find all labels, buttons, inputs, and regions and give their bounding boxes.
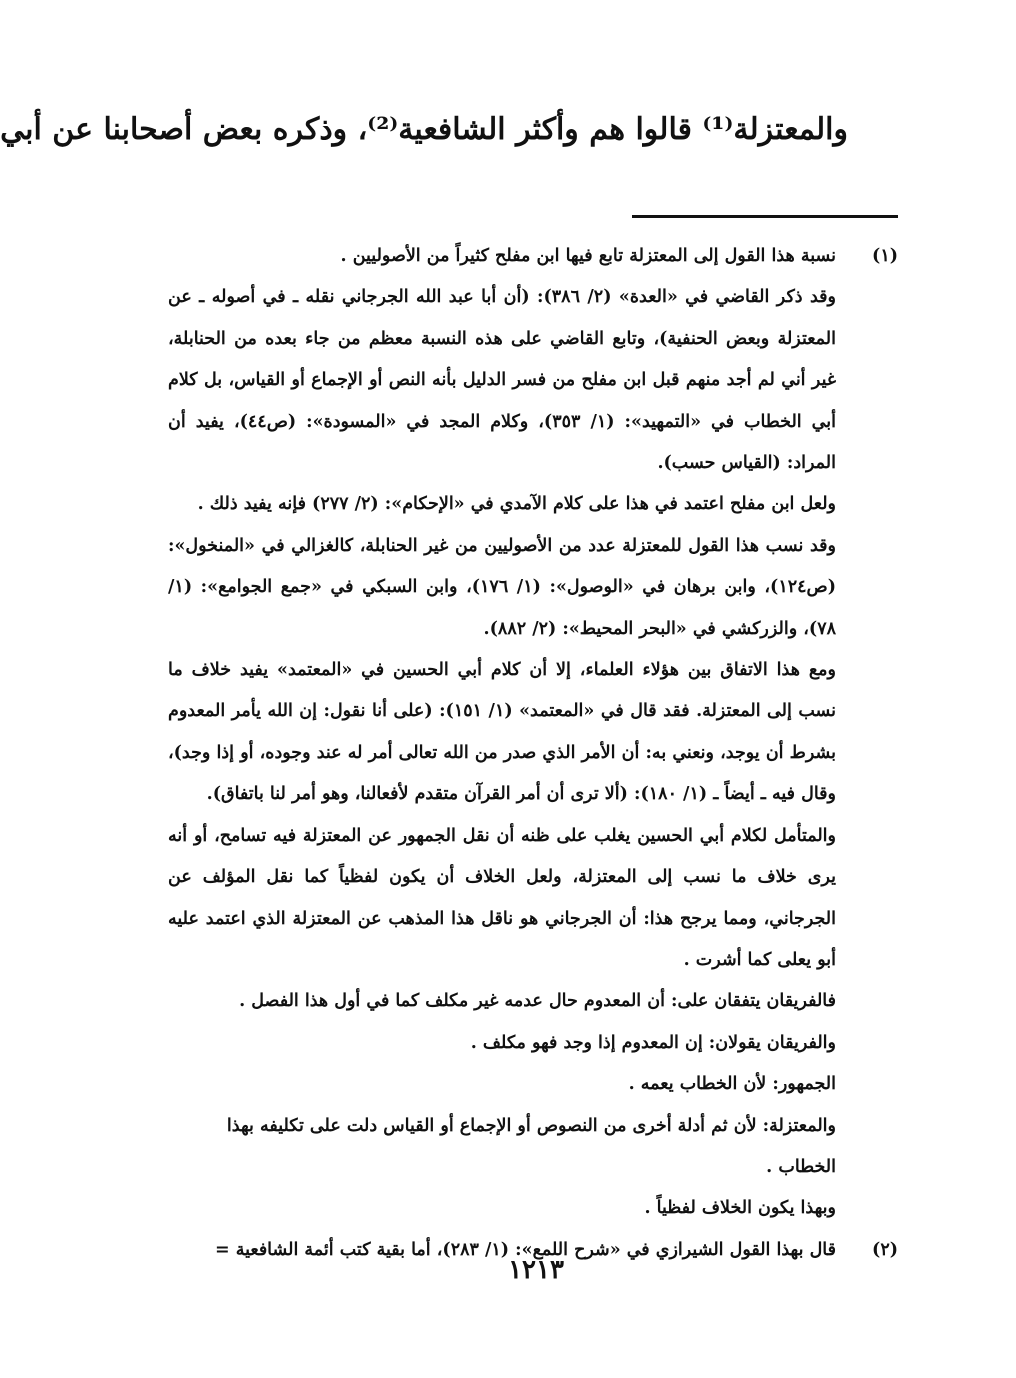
footnote-1-paragraph: والمتأمل لكلام أبي الحسين يغلب على ظنه أن نقل الجمهور عن المعتزلة فيه تسامح، أو أنه يرى خلاف ما نسب إلى المعتزلة، ولعل الخلاف أن يكون لفظياً كما نقل المؤلف عن الجرجاني، ومما يرجح هذا: أن الجرجاني هو ناقل هذا المذهب عن المعتزلة الذي اعتمد عليه أبو يعلى كما أشرت . bbox=[168, 825, 836, 970]
footnote-1-paragraph: فالفريقان يتفقان على: أن المعدوم حال عدمه غير مكلف كما في أول هذا الفصل . bbox=[239, 991, 836, 1012]
footnote-1-body bbox=[168, 236, 836, 1230]
footnote-1-paragraph: ولعل ابن مفلح اعتمد في هذا على كلام الآمدي في «الإحكام»: (٢/ ٢٧٧) فإنه يفيد ذلك . bbox=[197, 494, 836, 515]
footnote-1-number: (١) bbox=[872, 246, 898, 266]
footnote-1-paragraph: وقد ذكر القاضي في «العدة» (٢/ ٣٨٦): (أن أبا عبد الله الجرجاني نقله ـ في أصوله ـ عن المعتزلة وبعض الحنفية)، وتابع القاضي على هذه النسبة معظم من جاء بعده من الحنابلة، غير أني لم أجد منهم قبل ابن مفلح من فسر الدليل بأنه النص أو الإجماع أو القياس، بل كلام أبي الخطاب في «التمهيد»: (١/ ٣٥٣)، وكلام المجد في «المسودة»: (ص٤٤)، يفيد أن المراد: (القياس حسب). bbox=[168, 287, 836, 474]
footnote-2-paragraph: قال بهذا القول الشيرازي في «شرح اللمع»: (١/ ٢٨٣)، أما بقية كتب أئمة الشافعية = bbox=[214, 1239, 836, 1260]
footnote-2-number: (٢) bbox=[872, 1239, 898, 1260]
footnotes-block bbox=[168, 236, 898, 1271]
footnote-1-paragraph: والمعتزلة: لأن ثم أدلة أخرى من النصوص أو الإجماع أو القياس دلت على تكليفه بهذا الخطاب . bbox=[226, 1115, 836, 1177]
main-text-line: والمعتزلة⁽¹⁾ قالوا هم وأكثر الشافعية⁽²⁾، وذكره بعض أصحابنا عن أبي bbox=[0, 112, 848, 147]
footnote-1-paragraph: الجمهور: لأن الخطاب يعمه . bbox=[628, 1074, 836, 1095]
footnote-1-paragraph: ومع هذا الاتفاق بين هؤلاء العلماء، إلا أن كلام أبي الحسين في «المعتمد» يفيد خلاف ما نسب إلى المعتزلة. فقد قال في «المعتمد» (١/ ١٥١): (على أنا نقول: إن الله يأمر المعدوم بشرط أن يوجد، ونعني به: أن الأمر الذي صدر من الله تعالى أمر له عند وجوده، أو إذا وجد)، وقال فيه ـ أيضاً ـ (١/ ١٨٠): (ألا ترى أن أمر القرآن متقدم لأفعالنا، وهو أمر لنا باتفاق). bbox=[168, 660, 836, 805]
footnote-separator-rule bbox=[632, 215, 898, 218]
footnote-1-paragraph: وقد نسب هذا القول للمعتزلة عدد من الأصوليين من غير الحنابلة، كالغزالي في «المنخول»: (ص١٢٤)، وابن برهان في «الوصول»: (١/ ١٧٦)، وابن السبكي في «جمع الجوامع»: (١/ ٧٨)، والزركشي في «البحر المحيط»: (٢/ ٨٨٢). bbox=[168, 535, 836, 639]
footnote-1-paragraph: نسبة هذا القول إلى المعتزلة تابع فيها ابن مفلح كثيراً من الأصوليين . bbox=[340, 246, 836, 266]
footnote-1-paragraph: والفريقان يقولان: إن المعدوم إذا وجد فهو مكلف . bbox=[470, 1032, 836, 1053]
footnote-1-paragraph: وبهذا يكون الخلاف لفظياً . bbox=[644, 1198, 836, 1219]
page-number: ١٢١٣ bbox=[508, 1255, 564, 1285]
footnote-1 bbox=[168, 236, 898, 1230]
